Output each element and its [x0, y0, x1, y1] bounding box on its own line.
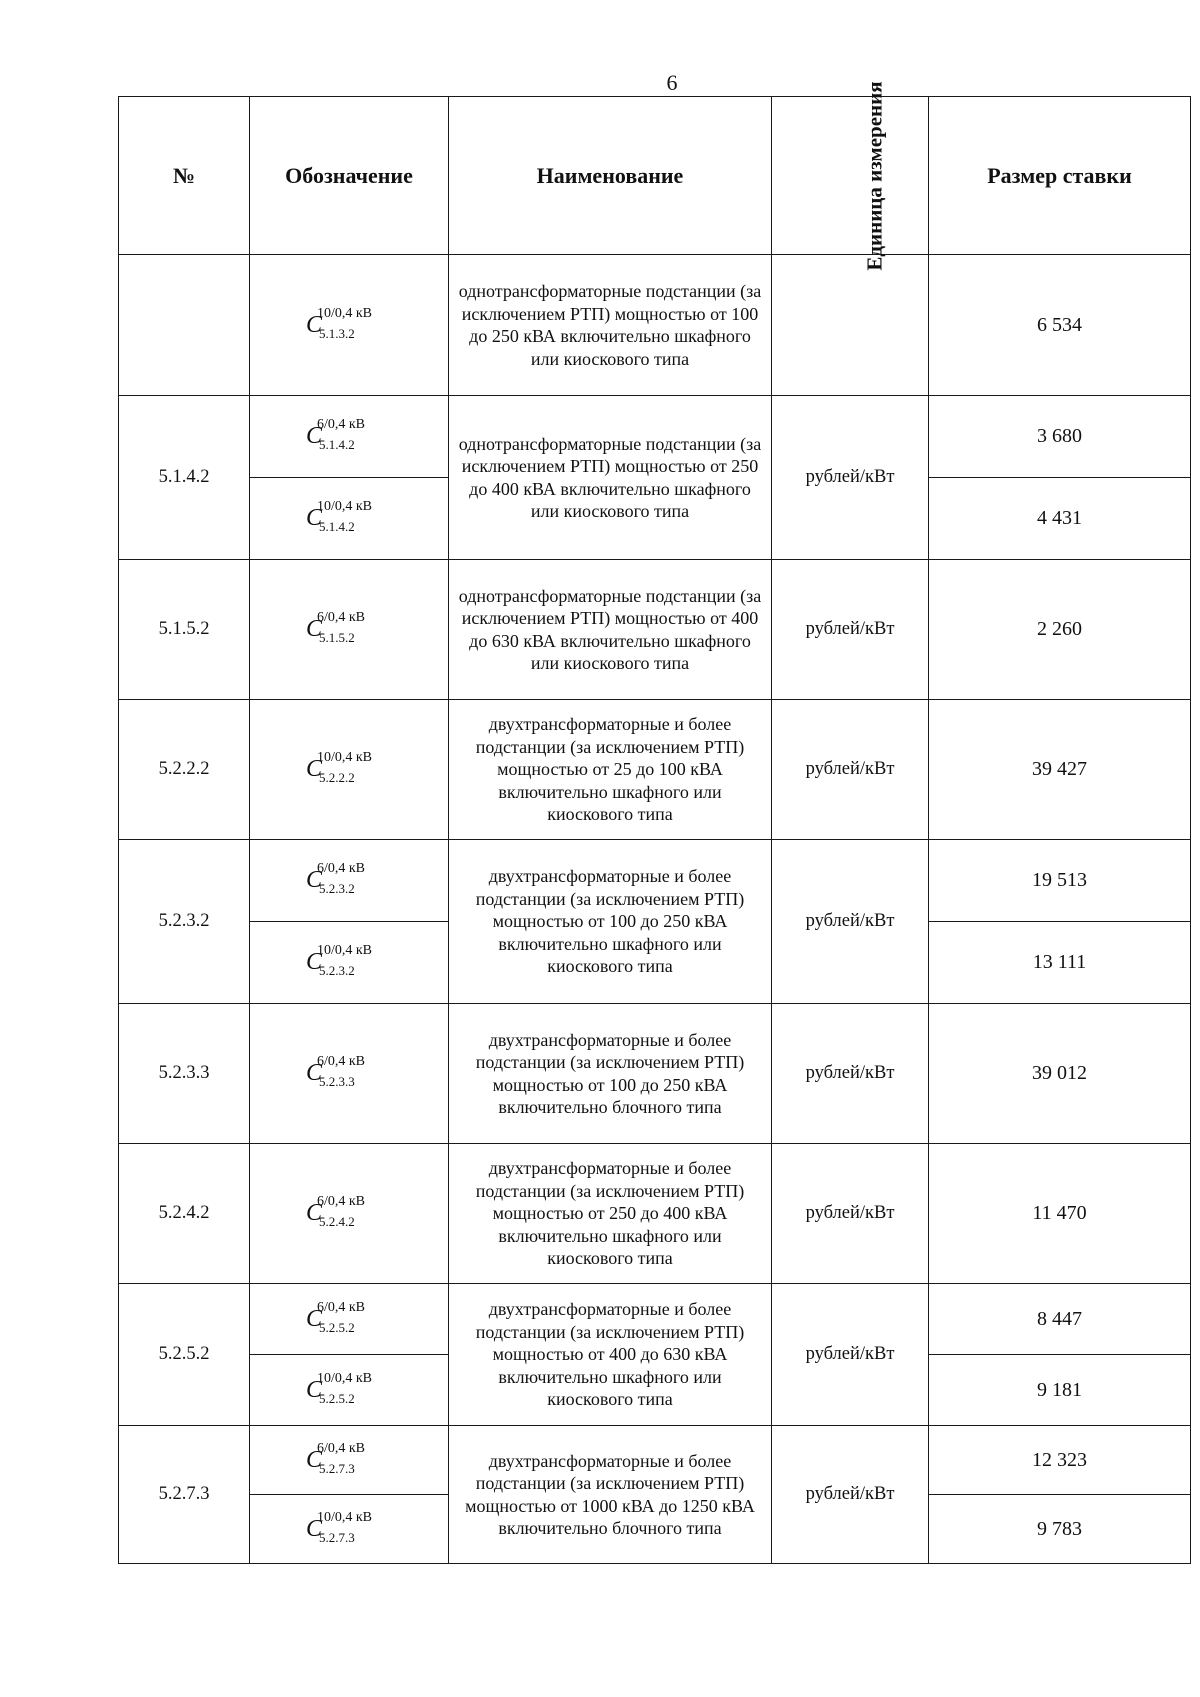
table-row [119, 1144, 1191, 1284]
designation-letter: C [305, 423, 322, 449]
designation-index: 5.2.2.2 [318, 770, 355, 785]
designation-symbol [305, 417, 392, 452]
table-row [119, 396, 1191, 478]
designation-voltage: 6/0,4 кВ [316, 1440, 366, 1456]
designation-index: 5.1.4.2 [318, 437, 355, 452]
designation-voltage: 6/0,4 кВ [316, 1194, 366, 1209]
designation-cell [250, 1004, 449, 1144]
designation-voltage: 6/0,4 кВ [316, 1299, 366, 1315]
designation-cell [250, 1284, 449, 1355]
row-number [119, 255, 250, 396]
rate-value: 2 260 [929, 560, 1191, 700]
name-cell: однотрансформаторные подстанции (за исключением РТП) мощностью от 100 до 250 кВА включительно шкафного или киоскового типа [449, 255, 772, 396]
designation-symbol [305, 1440, 392, 1476]
row-number: 5.1.5.2 [119, 560, 250, 700]
rate-value: 11 470 [929, 1144, 1191, 1284]
designation-cell [250, 396, 449, 478]
designation-symbol [305, 750, 392, 785]
designation-index: 5.1.3.2 [318, 325, 355, 341]
designation-index: 5.1.4.2 [318, 519, 355, 534]
table-row [119, 1284, 1191, 1355]
rate-value: 9 783 [929, 1495, 1191, 1564]
name-cell: однотрансформаторные подстанции (за исключением РТП) мощностью от 400 до 630 кВА включительно шкафного или киоскового типа [449, 560, 772, 700]
row-number: 5.2.7.3 [119, 1426, 250, 1564]
unit-cell: рублей/кВт [772, 396, 929, 560]
table-row [119, 700, 1191, 840]
designation-letter: C [305, 1446, 322, 1473]
designation-cell [250, 478, 449, 560]
designation-voltage: 10/0,4 кВ [316, 499, 373, 514]
header-no: № [119, 97, 250, 255]
unit-cell: рублей/кВт [772, 700, 929, 840]
designation-letter: C [305, 1060, 322, 1086]
designation-letter: C [305, 1200, 322, 1226]
rate-value: 39 012 [929, 1004, 1191, 1144]
designation-index: 5.2.5.2 [318, 1319, 355, 1335]
designation-symbol [305, 305, 392, 341]
header-designation: Обозначение [250, 97, 449, 255]
designation-symbol [305, 943, 392, 978]
table-row [119, 255, 1191, 396]
header-unit [772, 80, 929, 271]
table-row [119, 1004, 1191, 1144]
designation-symbol [305, 861, 392, 896]
designation-voltage: 6/0,4 кВ [316, 417, 366, 432]
designation-letter: C [305, 1376, 322, 1403]
designation-cell [250, 1355, 449, 1426]
designation-cell [250, 560, 449, 700]
designation-cell [250, 1144, 449, 1284]
designation-cell [250, 840, 449, 922]
designation-voltage: 6/0,4 кВ [316, 1054, 366, 1069]
designation-letter: C [305, 616, 322, 642]
table-body [119, 255, 1191, 1564]
designation-voltage: 6/0,4 кВ [316, 861, 366, 876]
designation-voltage: 10/0,4 кВ [316, 305, 373, 321]
designation-voltage: 10/0,4 кВ [316, 1370, 373, 1386]
designation-symbol [305, 610, 392, 645]
designation-cell [250, 922, 449, 1004]
header-rate: Размер ставки [929, 97, 1191, 255]
table-row [119, 1426, 1191, 1495]
rate-value: 9 181 [929, 1355, 1191, 1426]
name-cell: двухтрансформаторные и более подстанции (за исключением РТП) мощностью от 250 до 400 кВА включительно шкафного или киоскового типа [449, 1144, 772, 1284]
designation-voltage: 10/0,4 кВ [316, 750, 373, 765]
name-cell: однотрансформаторные подстанции (за исключением РТП) мощностью от 250 до 400 кВА включительно шкафного или киоскового типа [449, 396, 772, 560]
table-row [119, 840, 1191, 922]
designation-symbol [305, 499, 392, 534]
name-cell: двухтрансформаторные и более подстанции (за исключением РТП) мощностью от 1000 кВА до 1250 кВА включительно блочного типа [449, 1426, 772, 1564]
name-cell: двухтрансформаторные и более подстанции (за исключением РТП) мощностью от 25 до 100 кВА включительно шкафного или киоскового типа [449, 700, 772, 840]
designation-letter: C [305, 867, 322, 893]
row-number: 5.2.5.2 [119, 1284, 250, 1426]
row-number: 5.1.4.2 [119, 396, 250, 560]
unit-cell: рублей/кВт [772, 560, 929, 700]
unit-cell: рублей/кВт [772, 1004, 929, 1144]
unit-cell: рублей/кВт [772, 1284, 929, 1426]
designation-index: 5.2.7.3 [318, 1460, 355, 1476]
designation-voltage: 6/0,4 кВ [316, 610, 366, 625]
designation-letter: C [305, 1305, 322, 1332]
rate-value: 4 431 [929, 478, 1191, 560]
designation-index: 5.2.3.2 [318, 881, 355, 896]
table-row [119, 560, 1191, 700]
unit-cell: рублей/кВт [772, 1426, 929, 1564]
rate-value: 19 513 [929, 840, 1191, 922]
designation-letter: C [305, 505, 322, 531]
unit-cell [772, 255, 929, 396]
designation-symbol [305, 1370, 392, 1406]
rate-value: 39 427 [929, 700, 1191, 840]
page-number: 6 [666, 70, 678, 95]
designation-symbol [305, 1299, 392, 1335]
designation-index: 5.2.4.2 [318, 1214, 355, 1229]
designation-symbol [305, 1509, 392, 1545]
rates-table [118, 80, 1191, 1564]
name-cell: двухтрансформаторные и более подстанции (за исключением РТП) мощностью от 100 до 250 кВА включительно блочного типа [449, 1004, 772, 1144]
rate-value: 6 534 [929, 255, 1191, 396]
table-header-row [119, 97, 1191, 255]
designation-index: 5.2.7.3 [318, 1529, 355, 1545]
rate-value: 8 447 [929, 1284, 1191, 1355]
designation-index: 5.2.5.2 [318, 1390, 355, 1406]
designation-letter: C [305, 949, 322, 975]
name-cell: двухтрансформаторные и более подстанции (за исключением РТП) мощностью от 400 до 630 кВА включительно шкафного или киоскового типа [449, 1284, 772, 1426]
row-number: 5.2.4.2 [119, 1144, 250, 1284]
designation-voltage: 10/0,4 кВ [316, 943, 373, 958]
designation-letter: C [305, 756, 322, 782]
unit-cell: рублей/кВт [772, 1144, 929, 1284]
header-name: Наименование [449, 97, 772, 255]
name-cell: двухтрансформаторные и более подстанции (за исключением РТП) мощностью от 100 до 250 кВА включительно шкафного или киоскового типа [449, 840, 772, 1004]
header-unit-label: Единица измерения [862, 80, 887, 271]
designation-letter: C [305, 311, 322, 338]
designation-cell [250, 255, 449, 396]
row-number: 5.2.3.3 [119, 1004, 250, 1144]
designation-index: 5.1.5.2 [318, 630, 355, 645]
designation-cell [250, 700, 449, 840]
designation-symbol [305, 1054, 392, 1089]
designation-cell [250, 1426, 449, 1495]
designation-letter: C [305, 1515, 322, 1542]
designation-cell [250, 1495, 449, 1564]
designation-index: 5.2.3.2 [318, 963, 355, 978]
rate-value: 13 111 [929, 922, 1191, 1004]
unit-cell: рублей/кВт [772, 840, 929, 1004]
row-number: 5.2.2.2 [119, 700, 250, 840]
designation-symbol [305, 1194, 392, 1229]
rate-value: 3 680 [929, 396, 1191, 478]
designation-voltage: 10/0,4 кВ [316, 1509, 373, 1525]
rate-value: 12 323 [929, 1426, 1191, 1495]
designation-index: 5.2.3.3 [318, 1074, 355, 1089]
row-number: 5.2.3.2 [119, 840, 250, 1004]
